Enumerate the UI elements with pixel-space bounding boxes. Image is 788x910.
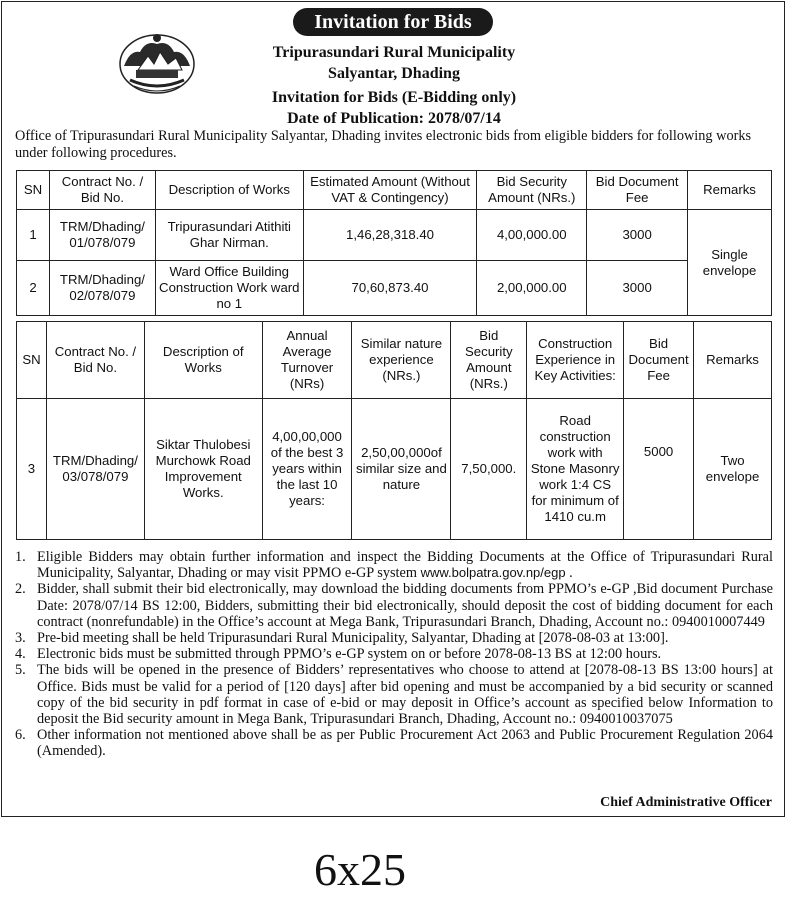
table-row [17, 399, 772, 540]
contract-cell: TRM/Dhading/ 01/078/079 [49, 210, 155, 261]
column-header: Remarks [688, 171, 772, 210]
note-tail: . [565, 565, 573, 582]
note-number: 4. [15, 646, 26, 663]
note-number: 3. [15, 630, 26, 647]
table-header-row [17, 322, 772, 399]
bids-table-2 [16, 321, 772, 540]
column-header: Contract No. / Bid No. [46, 322, 144, 399]
column-header: Bid Security Amount (NRs.) [451, 322, 527, 399]
municipality-name: Tripurasundari Rural Municipality [272, 44, 516, 61]
municipality-location: Salyantar, Dhading [328, 65, 460, 82]
column-header: Construction Experience in Key Activities: [527, 322, 624, 399]
note-text: Eligible Bidders may obtain further information and inspect the Bidding Documents at the Office of Tripurasundari Rural Municipality, Salyantar, Dhading or may visit PPMO e-GP system [37, 549, 773, 582]
egp-link[interactable]: www.bolpatra.gov.np/egp [420, 565, 566, 581]
note-number: 1. [15, 549, 26, 565]
security-cell: 4,00,000.00 [477, 210, 587, 261]
column-header: Contract No. / Bid No. [49, 171, 155, 210]
key-activities-cell: Road construction work with Stone Masonry work 1:4 CS for minimum of 1410 cu.m [527, 399, 624, 540]
table-row [17, 261, 772, 316]
sn-cell: 1 [17, 210, 50, 261]
contract-cell: TRM/Dhading/ 02/078/079 [49, 261, 155, 316]
column-header: Bid Security Amount (NRs.) [477, 171, 587, 210]
description-cell: Tripurasundari Atithiti Ghar Nirman. [155, 210, 303, 261]
note-number: 2. [15, 581, 26, 598]
column-header: Estimated Amount (Without VAT & Contingency) [303, 171, 477, 210]
column-header: SN [17, 322, 47, 399]
list-item [15, 662, 773, 727]
column-header: SN [17, 171, 50, 210]
note-text: Electronic bids must be submitted through PPMO’s e-GP system on or before 2078-08-13 BS at 12:00 hours. [37, 646, 662, 663]
turnover-cell: 4,00,00,000 of the best 3 years within the last 10 years: [262, 399, 352, 540]
notice-title: Invitation for Bids (E-Bidding only) [271, 89, 517, 106]
remarks-cell: Single envelope [688, 210, 772, 316]
list-item [15, 646, 773, 662]
column-header: Description of Works [144, 322, 262, 399]
list-item [15, 549, 773, 581]
table-row [17, 210, 772, 261]
sn-cell: 3 [17, 399, 47, 540]
publication-date: Date of Publication: 2078/07/14 [287, 110, 501, 127]
security-cell: 7,50,000. [451, 399, 527, 540]
description-cell: Siktar Thulobesi Murchowk Road Improvement Works. [144, 399, 262, 540]
list-item [15, 630, 773, 646]
table-header-row [17, 171, 772, 210]
signature: Chief Administrative Officer [600, 795, 772, 810]
note-text: Other information not mentioned above shall be as per Public Procurement Act 2063 and Public Procurement Regulation 2064 (Amended). [37, 727, 773, 760]
security-cell: 2,00,000.00 [477, 261, 587, 316]
estimate-cell: 1,46,28,318.40 [303, 210, 477, 261]
experience-cell: 2,50,00,000of similar size and nature [352, 399, 451, 540]
fee-cell: 5000 [624, 399, 694, 540]
column-header: Remarks [694, 322, 772, 399]
title-badge: Invitation for Bids [293, 8, 493, 36]
fee-cell: 3000 [587, 210, 688, 261]
column-header: Annual Average Turnover (NRs) [262, 322, 352, 399]
column-header: Description of Works [155, 171, 303, 210]
fee-cell: 3000 [587, 261, 688, 316]
description-cell: Ward Office Building Construction Work ward no 1 [155, 261, 303, 316]
sn-cell: 2 [17, 261, 50, 316]
note-text: Bidder, shall submit their bid electronically, may download the bidding documents from PPMO’s e-GP ,Bid document Purchase Date: 2078/07/14 BS 12:00, Bidders, submitting their bid electronically, should deposit the cost of bidding document for each contract (nonrefundable) in the Office’s account at Mega Bank, Tripurasundari Branch, Dhading, Account no.: 0940010007449 [37, 581, 773, 630]
intro-paragraph: Office of Tripurasundari Rural Municipality Salyantar, Dhading invites electronic bids from eligible bidders for following works under following procedures. [15, 128, 752, 161]
estimate-cell: 70,60,873.40 [303, 261, 477, 316]
note-number: 5. [15, 662, 26, 679]
contract-cell: TRM/Dhading/ 03/078/079 [46, 399, 144, 540]
column-header: Similar nature experience (NRs.) [352, 322, 451, 399]
bids-table-1 [16, 170, 772, 316]
list-item [15, 581, 773, 630]
column-header: Bid Document Fee [624, 322, 694, 399]
column-header: Bid Document Fee [587, 171, 688, 210]
notes-list [15, 549, 773, 760]
note-number: 6. [15, 727, 26, 744]
size-tag: 6x25 [314, 844, 406, 895]
note-text: The bids will be opened in the presence of Bidders’ representatives who choose to attend at [2078-08-13 BS 13:00 hours] at Office. Bids must be valid for a period of [120 days] after bid opening and must be accompanied by a bid security or scanned copy of the bid security in pdf format in case of e-bid or may deposit in Office’s account as specified below Information to deposit the Bid security amount in Mega Bank, Tripurasundari Branch, Dhading, Account no.: 0940010037075 [37, 662, 773, 728]
list-item [15, 727, 773, 759]
remarks-cell: Two envelope [694, 399, 772, 540]
note-text: Pre-bid meeting shall be held Tripurasundari Rural Municipality, Salyantar, Dhading at [2078-08-03 at 13:00]. [37, 630, 669, 647]
